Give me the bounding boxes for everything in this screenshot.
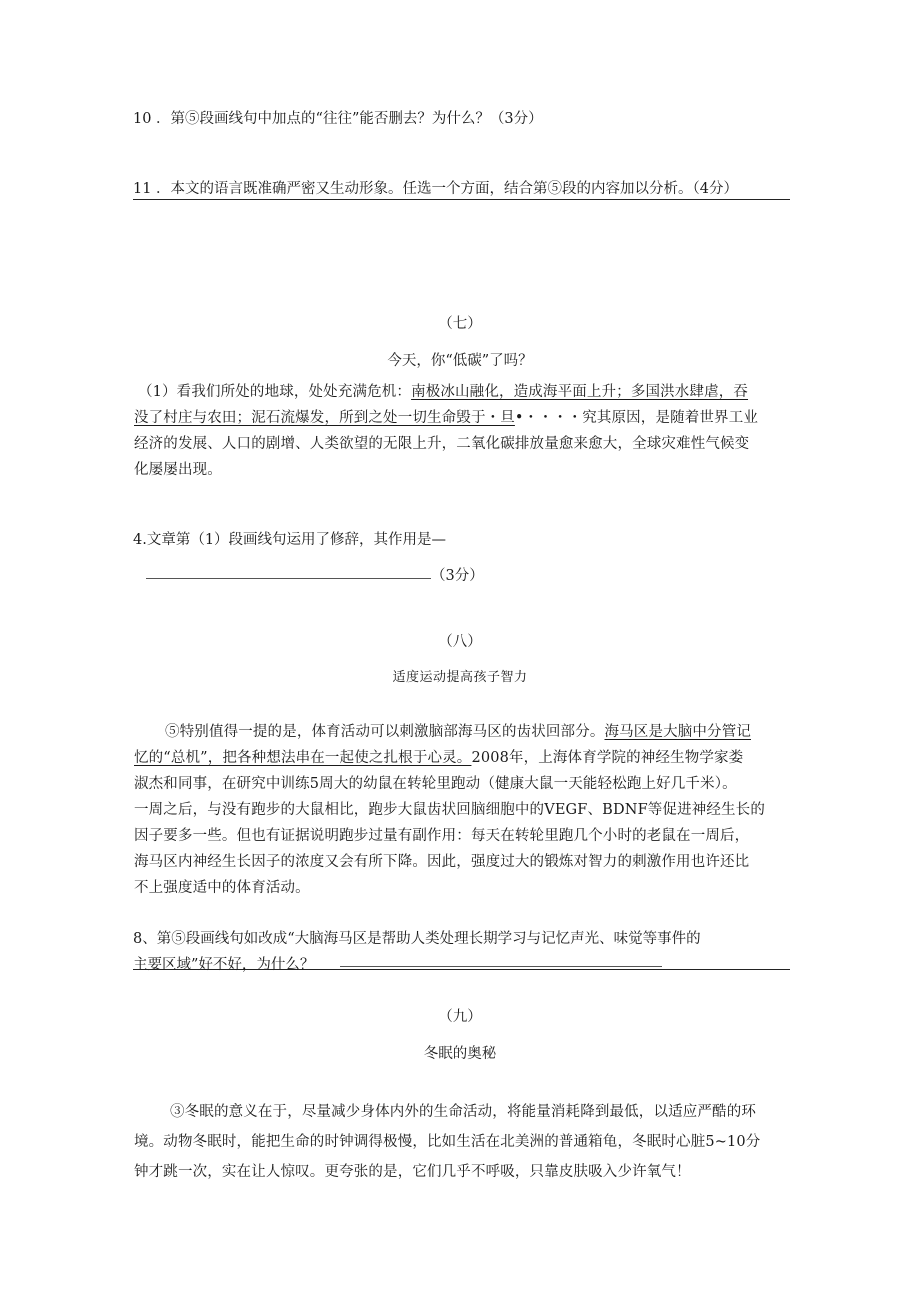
question-10: 10 ．第⑤段画线句中加点的“往往”能否删去？为什么？（3分） [133,111,543,127]
section-8-number: （八） [438,634,482,650]
para5-plain-text: 2008年，上海体育学院的神经生物学家娄 [471,750,744,766]
section-8-title: 适度运动提高孩子智力 [392,670,528,685]
para1-underlined-sentence-cont: 没了村庄与农田；泥石流爆发，所到之处一切生命毁于・旦 [134,410,515,426]
section-7-number: （七） [438,316,482,332]
para5-underlined-sentence: 海马区是大脑中分管记 [604,724,751,740]
para1-underlined-sentence: 南极冰山融化，造成海平面上升；多国洪水肆虐，吞 [411,384,749,400]
section-8-para5-line1 [165,720,751,741]
section-7-para1-line3: 经济的发展、人口的剧增、人类欲望的无限上升，二氧化碳排放量愈来愈大，全球灾难性气候变 [134,436,750,452]
section-8-para5-line3: 淑杰和同事，在研究中训练5周大的幼鼠在转轮里跑动（健康大鼠一天能轻松跑上好几千米）。 [134,776,737,792]
para1-plain-text: （1）看我们所处的地球，处处充满危机： [138,384,412,400]
section-7-title: 今天，你“低碳”了吗？ [387,353,533,369]
question-8-line1: 8、第⑤段画线句如改成“大脑海马区是帮助人类处理长期学习与记忆声光、味觉等事件的 [133,931,701,947]
question-4-answer-blank [146,578,431,579]
section-8-para5-line6: 海马区内神经生长因子的浓度又会有所下降。因此，强度过大的锻炼对智力的刺激作用也许还比 [134,854,750,870]
para1-plain-text: •・・・・究其原因，是随着世界工业 [514,410,759,426]
section-7-para1-line1 [138,380,748,401]
section-7-para1-line2 [134,406,758,427]
section-9-para3-line3: 钟才跳一次，实在让人惊叹。更夸张的是，它们几乎不呼吸，只靠皮肤吸入少许氧气！ [134,1164,691,1180]
para5-underlined-sentence-cont: 忆的“总机”，把各种想法串在一起使之扎根于心灵。 [134,750,472,766]
question-4: 4.文章第（1）段画线句运用了修辞，其作用是— [133,532,447,548]
section-9-title: 冬眠的奥秘 [423,1046,497,1062]
section-8-para5-line7: 不上强度适中的体育活动。 [134,880,310,896]
section-7-para1-line4: 化屡屡出现。 [134,462,222,478]
section-9-para3-line2: 境。动物冬眠时，能把生命的时钟调得极慢，比如生活在北美洲的普通箱龟，冬眠时心脏5~10分 [134,1134,761,1150]
question-8-line2: 主要区域”好不好，为什么？ [133,957,315,973]
question-8-answer-blank [340,966,662,967]
section-8-para5-line2 [134,746,743,767]
question-11: 11 ．本文的语言既准确严密又生动形象。任选一个方面，结合第⑤段的内容加以分析。（4分） [133,181,739,197]
section-8-para5-line4: 一周之后，与没有跑步的大鼠相比，跑步大鼠齿状回脑细胞中的VEGF、BDNF等促进神经生长的 [134,802,765,818]
para5-plain-text: ⑤特别值得一提的是，体育活动可以刺激脑部海马区的齿状回部分。 [165,724,605,740]
question-11-answer-rule [133,199,790,200]
section-9-number: （九） [438,1009,482,1025]
section-9-para3-line1: ③冬眠的意义在于，尽量减少身体内外的生命活动，将能量消耗降到最低，以适应严酷的环 [170,1104,756,1120]
question-4-score: （3分） [431,568,484,584]
question-8-answer-rule [133,969,790,970]
section-8-para5-line5: 因子要多一些。但也有证据说明跑步过量有副作用：每天在转轮里跑几个小时的老鼠在一周后， [134,828,750,844]
